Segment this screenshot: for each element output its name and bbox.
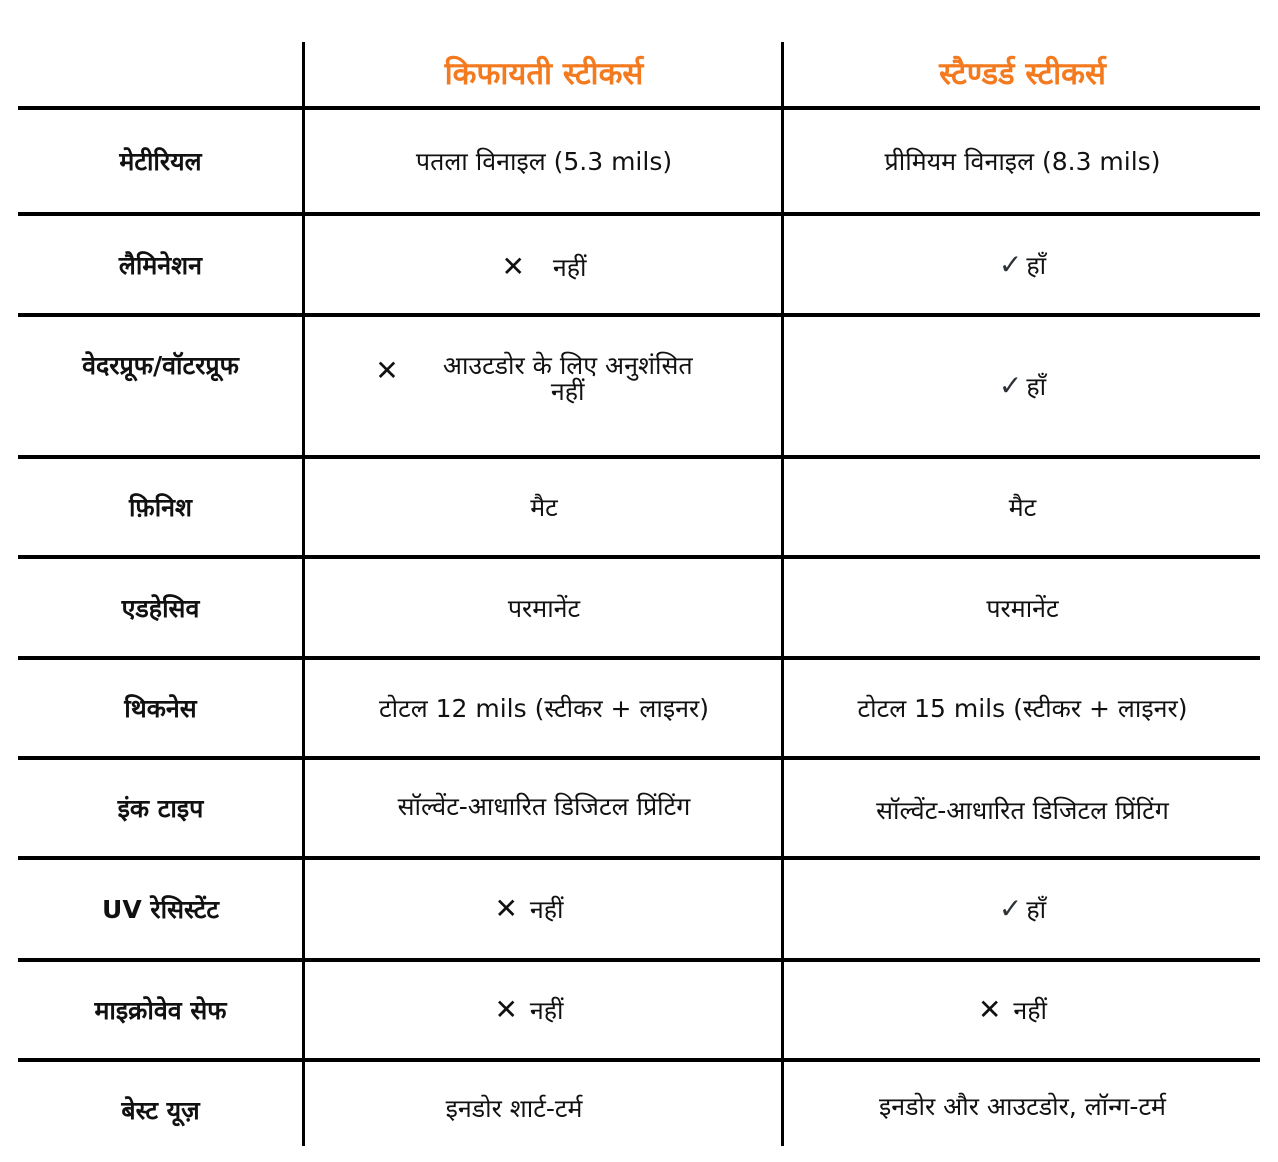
economy-lamination xyxy=(306,216,782,318)
standard-material: प्रीमियम विनाइल (8.3 mils) xyxy=(884,147,1161,176)
cell-text: नहीं xyxy=(529,996,564,1025)
cell-text: हाँ xyxy=(1026,895,1047,924)
cross-icon: ✕ xyxy=(494,993,518,1026)
economy-adhesive: परमानेंट xyxy=(507,593,581,623)
cell-text: नहीं xyxy=(529,895,564,924)
cell-text: नहीं xyxy=(1013,996,1048,1025)
row-label-material: मेटीरियल xyxy=(119,147,202,176)
cross-icon: ✕ xyxy=(375,354,399,387)
economy-best-use: इनडोर शार्ट-टर्म xyxy=(445,1094,583,1123)
standard-ink-type: सॉल्वेंट-आधारित डिजिटल प्रिंटिंग xyxy=(876,796,1169,825)
row-label-finish: फ़िनिश xyxy=(128,493,193,522)
check-icon: ✓ xyxy=(998,892,1023,925)
economy-microwave-safe xyxy=(306,962,782,1058)
row-label-weatherproof: वेदरप्रूफ/वॉटरप्रूफ xyxy=(82,351,239,380)
cell-text: हाँ xyxy=(1026,250,1047,280)
standard-lamination xyxy=(785,216,1260,313)
economy-uv-resistant xyxy=(306,860,782,958)
row-label-best-use: बेस्ट यूज़ xyxy=(121,1096,200,1125)
cross-icon: ✕ xyxy=(977,993,1002,1026)
standard-finish: मैट xyxy=(1008,493,1037,522)
column-header-standard: स्टैण्डर्ड स्टीकर्स xyxy=(939,56,1106,92)
economy-thickness: टोटल 12 mils (स्टीकर + लाइनर) xyxy=(379,694,709,723)
standard-weatherproof xyxy=(785,317,1260,455)
standard-adhesive: परमानेंट xyxy=(986,593,1059,623)
economy-ink-type: सॉल्वेंट-आधारित डिजिटल प्रिंटिंग xyxy=(397,792,691,821)
column-header-economy: किफायती स्टीकर्स xyxy=(444,56,644,92)
check-icon: ✓ xyxy=(998,369,1023,402)
row-label-microwave-safe: माइक्रोवेव सेफ xyxy=(94,996,227,1025)
row-label-lamination: लैमिनेशन xyxy=(118,250,203,280)
standard-best-use: इनडोर और आउटडोर, लॉन्ग-टर्म xyxy=(878,1092,1166,1121)
row-label-adhesive: एडहेसिव xyxy=(121,593,200,623)
standard-uv-resistant xyxy=(785,860,1260,958)
cell-text: नहीं xyxy=(552,253,587,282)
cell-text: हाँ xyxy=(1026,372,1047,401)
row-label-ink-type: इंक टाइप xyxy=(117,794,204,823)
economy-weatherproof xyxy=(306,317,782,455)
cross-icon: ✕ xyxy=(494,892,518,925)
economy-finish: मैट xyxy=(530,493,558,522)
check-icon: ✓ xyxy=(998,247,1023,281)
standard-microwave-safe xyxy=(785,962,1260,1058)
row-label-uv-resistant: UV रेसिस्टेंट xyxy=(102,895,219,924)
economy-material: पतला विनाइल (5.3 mils) xyxy=(415,147,673,176)
row-label-thickness: थिकनेस xyxy=(124,694,197,723)
cell-text: आउटडोर के लिए अनुशंसित नहीं xyxy=(442,351,693,406)
cross-icon: ✕ xyxy=(501,250,525,283)
standard-thickness: टोटल 15 mils (स्टीकर + लाइनर) xyxy=(857,694,1188,723)
